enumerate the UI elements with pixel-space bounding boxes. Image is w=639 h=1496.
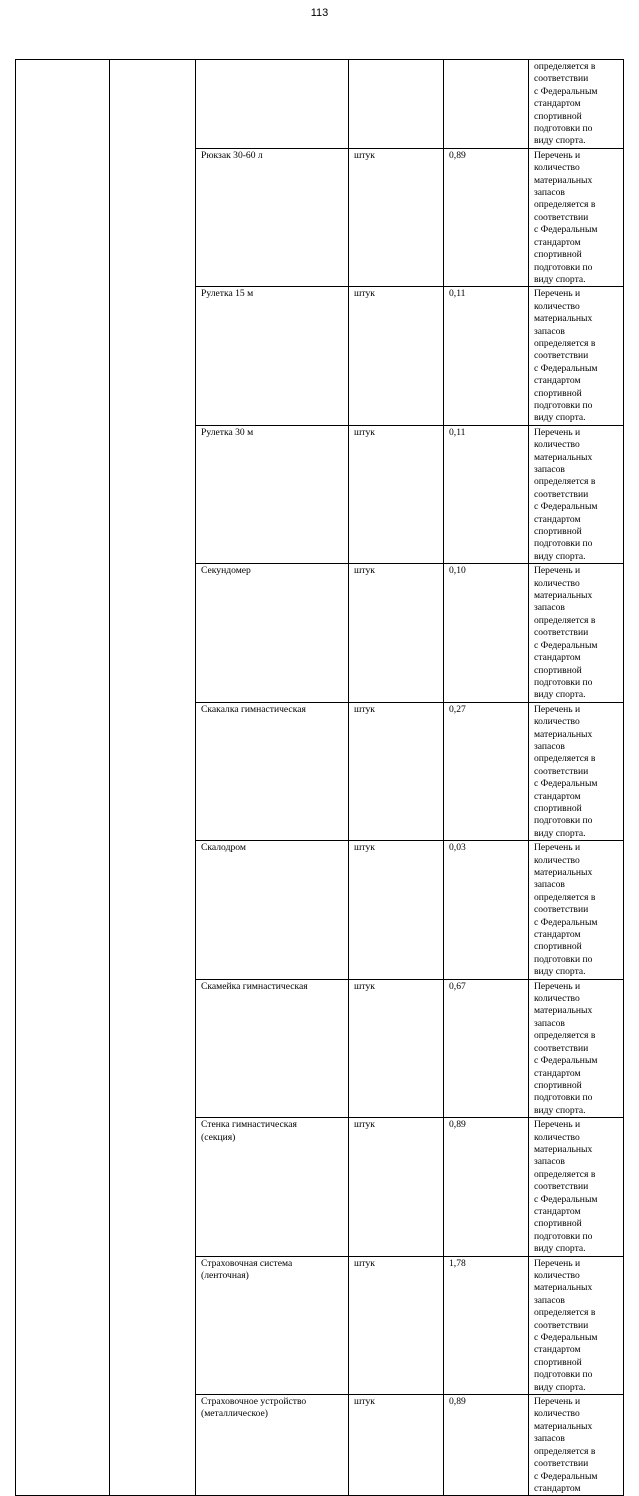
quantity-cell: 0,03 [444, 841, 529, 979]
quantity-cell: 0,27 [444, 702, 529, 840]
blank-column-1 [16, 60, 110, 1496]
blank-column-2 [110, 60, 196, 1496]
unit-cell: штук [349, 1256, 444, 1394]
item-name-cell: Страховочная система (ленточная) [196, 1256, 349, 1394]
unit-cell: штук [349, 841, 444, 979]
unit-cell: штук [349, 1118, 444, 1256]
page-number: 113 [310, 7, 329, 19]
equipment-table [15, 59, 624, 1496]
unit-cell: штук [349, 702, 444, 840]
quantity-cell: 0,89 [444, 1118, 529, 1256]
note-cell: Перечень и количество материальных запасов определяется в соответствии с Федеральным стандартом спортивной подготовки по виду спорта. [529, 841, 624, 979]
note-cell: Перечень и количество материальных запасов определяется в соответствии с Федеральным стандартом спортивной подготовки по виду спорта. [529, 979, 624, 1117]
item-name-cell: Скакалка гимнастическая [196, 702, 349, 840]
item-name-cell: Скамейка гимнастическая [196, 979, 349, 1117]
unit-cell: штук [349, 148, 444, 286]
note-cell: Перечень и количество материальных запасов определяется в соответствии с Федеральным стандартом [529, 1395, 624, 1496]
quantity-cell: 0,11 [444, 425, 529, 563]
unit-cell: штук [349, 979, 444, 1117]
item-name-cell: Рулетка 30 м [196, 425, 349, 563]
quantity-cell: 1,78 [444, 1256, 529, 1394]
item-name-cell: Секундомер [196, 564, 349, 702]
quantity-cell [444, 60, 529, 149]
note-cell: Перечень и количество материальных запасов определяется в соответствии с Федеральным стандартом спортивной подготовки по виду спорта. [529, 287, 624, 425]
quantity-cell: 0,10 [444, 564, 529, 702]
unit-cell: штук [349, 425, 444, 563]
note-cell: Перечень и количество материальных запасов определяется в соответствии с Федеральным стандартом спортивной подготовки по виду спорта. [529, 564, 624, 702]
unit-cell: штук [349, 287, 444, 425]
note-cell: Перечень и количество материальных запасов определяется в соответствии с Федеральным стандартом спортивной подготовки по виду спорта. [529, 425, 624, 563]
unit-cell: штук [349, 564, 444, 702]
item-name-cell: Скалодром [196, 841, 349, 979]
note-cell: Перечень и количество материальных запасов определяется в соответствии с Федеральным стандартом спортивной подготовки по виду спорта. [529, 148, 624, 286]
table-row-continuation [16, 60, 624, 149]
quantity-cell: 0,89 [444, 148, 529, 286]
quantity-cell: 0,67 [444, 979, 529, 1117]
note-cell: определяется в соответствии с Федеральным стандартом спортивной подготовки по виду спорта. [529, 60, 624, 149]
quantity-cell: 0,89 [444, 1395, 529, 1496]
note-cell: Перечень и количество материальных запасов определяется в соответствии с Федеральным стандартом спортивной подготовки по виду спорта. [529, 1118, 624, 1256]
quantity-cell: 0,11 [444, 287, 529, 425]
item-name-cell: Рулетка 15 м [196, 287, 349, 425]
item-name-cell [196, 60, 349, 149]
unit-cell [349, 60, 444, 149]
unit-cell: штук [349, 1395, 444, 1496]
item-name-cell: Рюкзак 30-60 л [196, 148, 349, 286]
item-name-cell: Страховочное устройство (металлическое) [196, 1395, 349, 1496]
item-name-cell: Стенка гимнастическая (секция) [196, 1118, 349, 1256]
equipment-table-body [16, 60, 624, 1496]
note-cell: Перечень и количество материальных запасов определяется в соответствии с Федеральным стандартом спортивной подготовки по виду спорта. [529, 1256, 624, 1394]
note-cell: Перечень и количество материальных запасов определяется в соответствии с Федеральным стандартом спортивной подготовки по виду спорта. [529, 702, 624, 840]
